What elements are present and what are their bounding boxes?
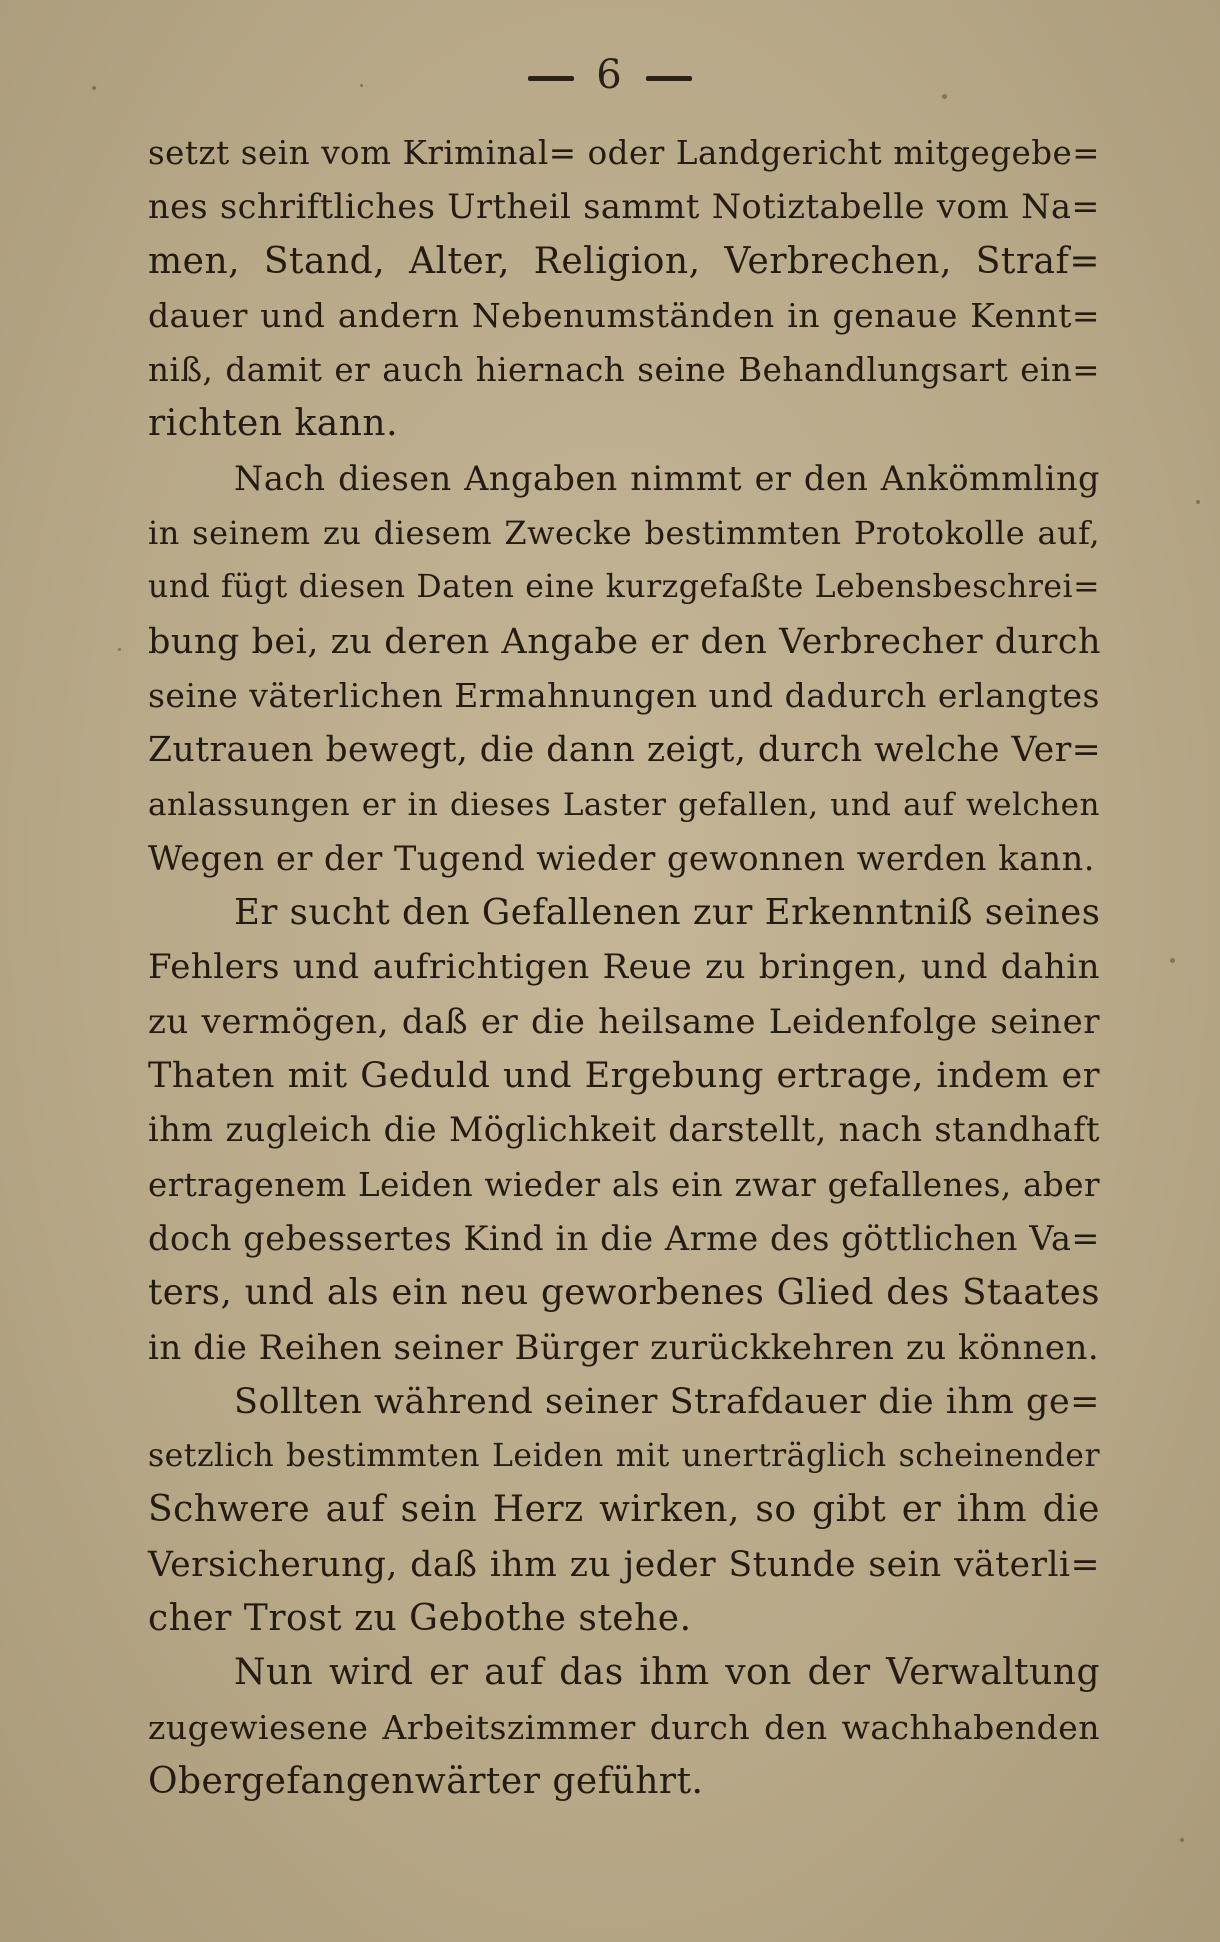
text-line: zu vermögen, daß er die heilsame Leidenfolge seiner (148, 1001, 1100, 1042)
text-line: Obergefangenwärter geführt. (148, 1760, 704, 1802)
text-line: Zutrauen bewegt, die dann zeigt, durch welche Ver= (148, 730, 1102, 771)
text-line: richten kann. (148, 403, 399, 445)
text-line: Fehlers und aufrichtigen Reue zu bringen, und dahin (148, 947, 1100, 988)
text-line: ertragenem Leiden wieder als ein zwar gefallenes, aber (148, 1165, 1100, 1204)
text-line: Nach diesen Angaben nimmt er den Ankömmling (234, 458, 1100, 498)
text-line: Thaten mit Geduld und Ergebung ertrage, indem er (148, 1056, 1100, 1097)
text-line: niß, damit er auch hiernach seine Behandlungsart ein= (148, 351, 1100, 390)
text-line: in seinem zu diesem Zwecke bestimmten Protokolle auf, (148, 514, 1100, 553)
paper-speck (1170, 958, 1175, 963)
text-line: Nun wird er auf das ihm von der Verwaltung (234, 1652, 1100, 1694)
page-number (0, 52, 1220, 98)
text-line: Wegen er der Tugend wieder gewonnen werden kann. (148, 838, 1095, 878)
page-number-dash (528, 76, 574, 81)
text-line: dauer und andern Nebenumständen in genaue Kennt= (148, 295, 1100, 335)
text-line: anlassungen er in dieses Laster gefallen, und auf welchen (148, 786, 1100, 823)
text-line: seine väterlichen Ermahnungen und dadurch erlangtes (148, 675, 1100, 715)
text-line: Er sucht den Gefallenen zur Erkenntniß seines (234, 892, 1101, 934)
text-line: cher Trost zu Gebothe stehe. (148, 1598, 692, 1640)
paper-speck (118, 648, 121, 651)
page-number-value: 6 (596, 52, 624, 98)
paper-speck (1196, 500, 1200, 504)
text-line: und fügt diesen Daten eine kurzgefaßte Lebensbeschrei= (148, 569, 1100, 606)
body-text (148, 126, 1100, 1809)
text-line: bung bei, zu deren Angabe er den Verbrecher durch (148, 621, 1101, 662)
paper-speck (1180, 1838, 1184, 1842)
text-line: nes schriftliches Urtheil sammt Notiztabelle vom Na= (148, 187, 1100, 227)
page-number-dash (646, 76, 692, 81)
text-line: setzt sein vom Kriminal= oder Landgericht mitgegebe= (148, 134, 1100, 172)
text-line: zugewiesene Arbeitszimmer durch den wachhabenden (148, 1707, 1100, 1747)
text-line: ters, und als ein neu geworbenes Glied des Staates (148, 1272, 1100, 1314)
text-line: doch gebessertes Kind in die Arme des göttlichen Va= (148, 1218, 1100, 1258)
text-line: setzlich bestimmten Leiden mit unerträglich scheinender (148, 1438, 1100, 1475)
text-line: Schwere auf sein Herz wirken, so gibt er ihm die (148, 1489, 1100, 1531)
text-line: Sollten während seiner Strafdauer die ihm ge= (234, 1381, 1100, 1422)
text-line: Versicherung, daß ihm zu jeder Stunde sein väterli= (148, 1544, 1100, 1585)
text-line: men, Stand, Alter, Religion, Verbrechen, Straf= (148, 240, 1100, 282)
text-line: in die Reihen seiner Bürger zurückkehren zu können. (148, 1327, 1100, 1368)
text-line: ihm zugleich die Möglichkeit darstellt, nach standhaft (148, 1110, 1100, 1150)
